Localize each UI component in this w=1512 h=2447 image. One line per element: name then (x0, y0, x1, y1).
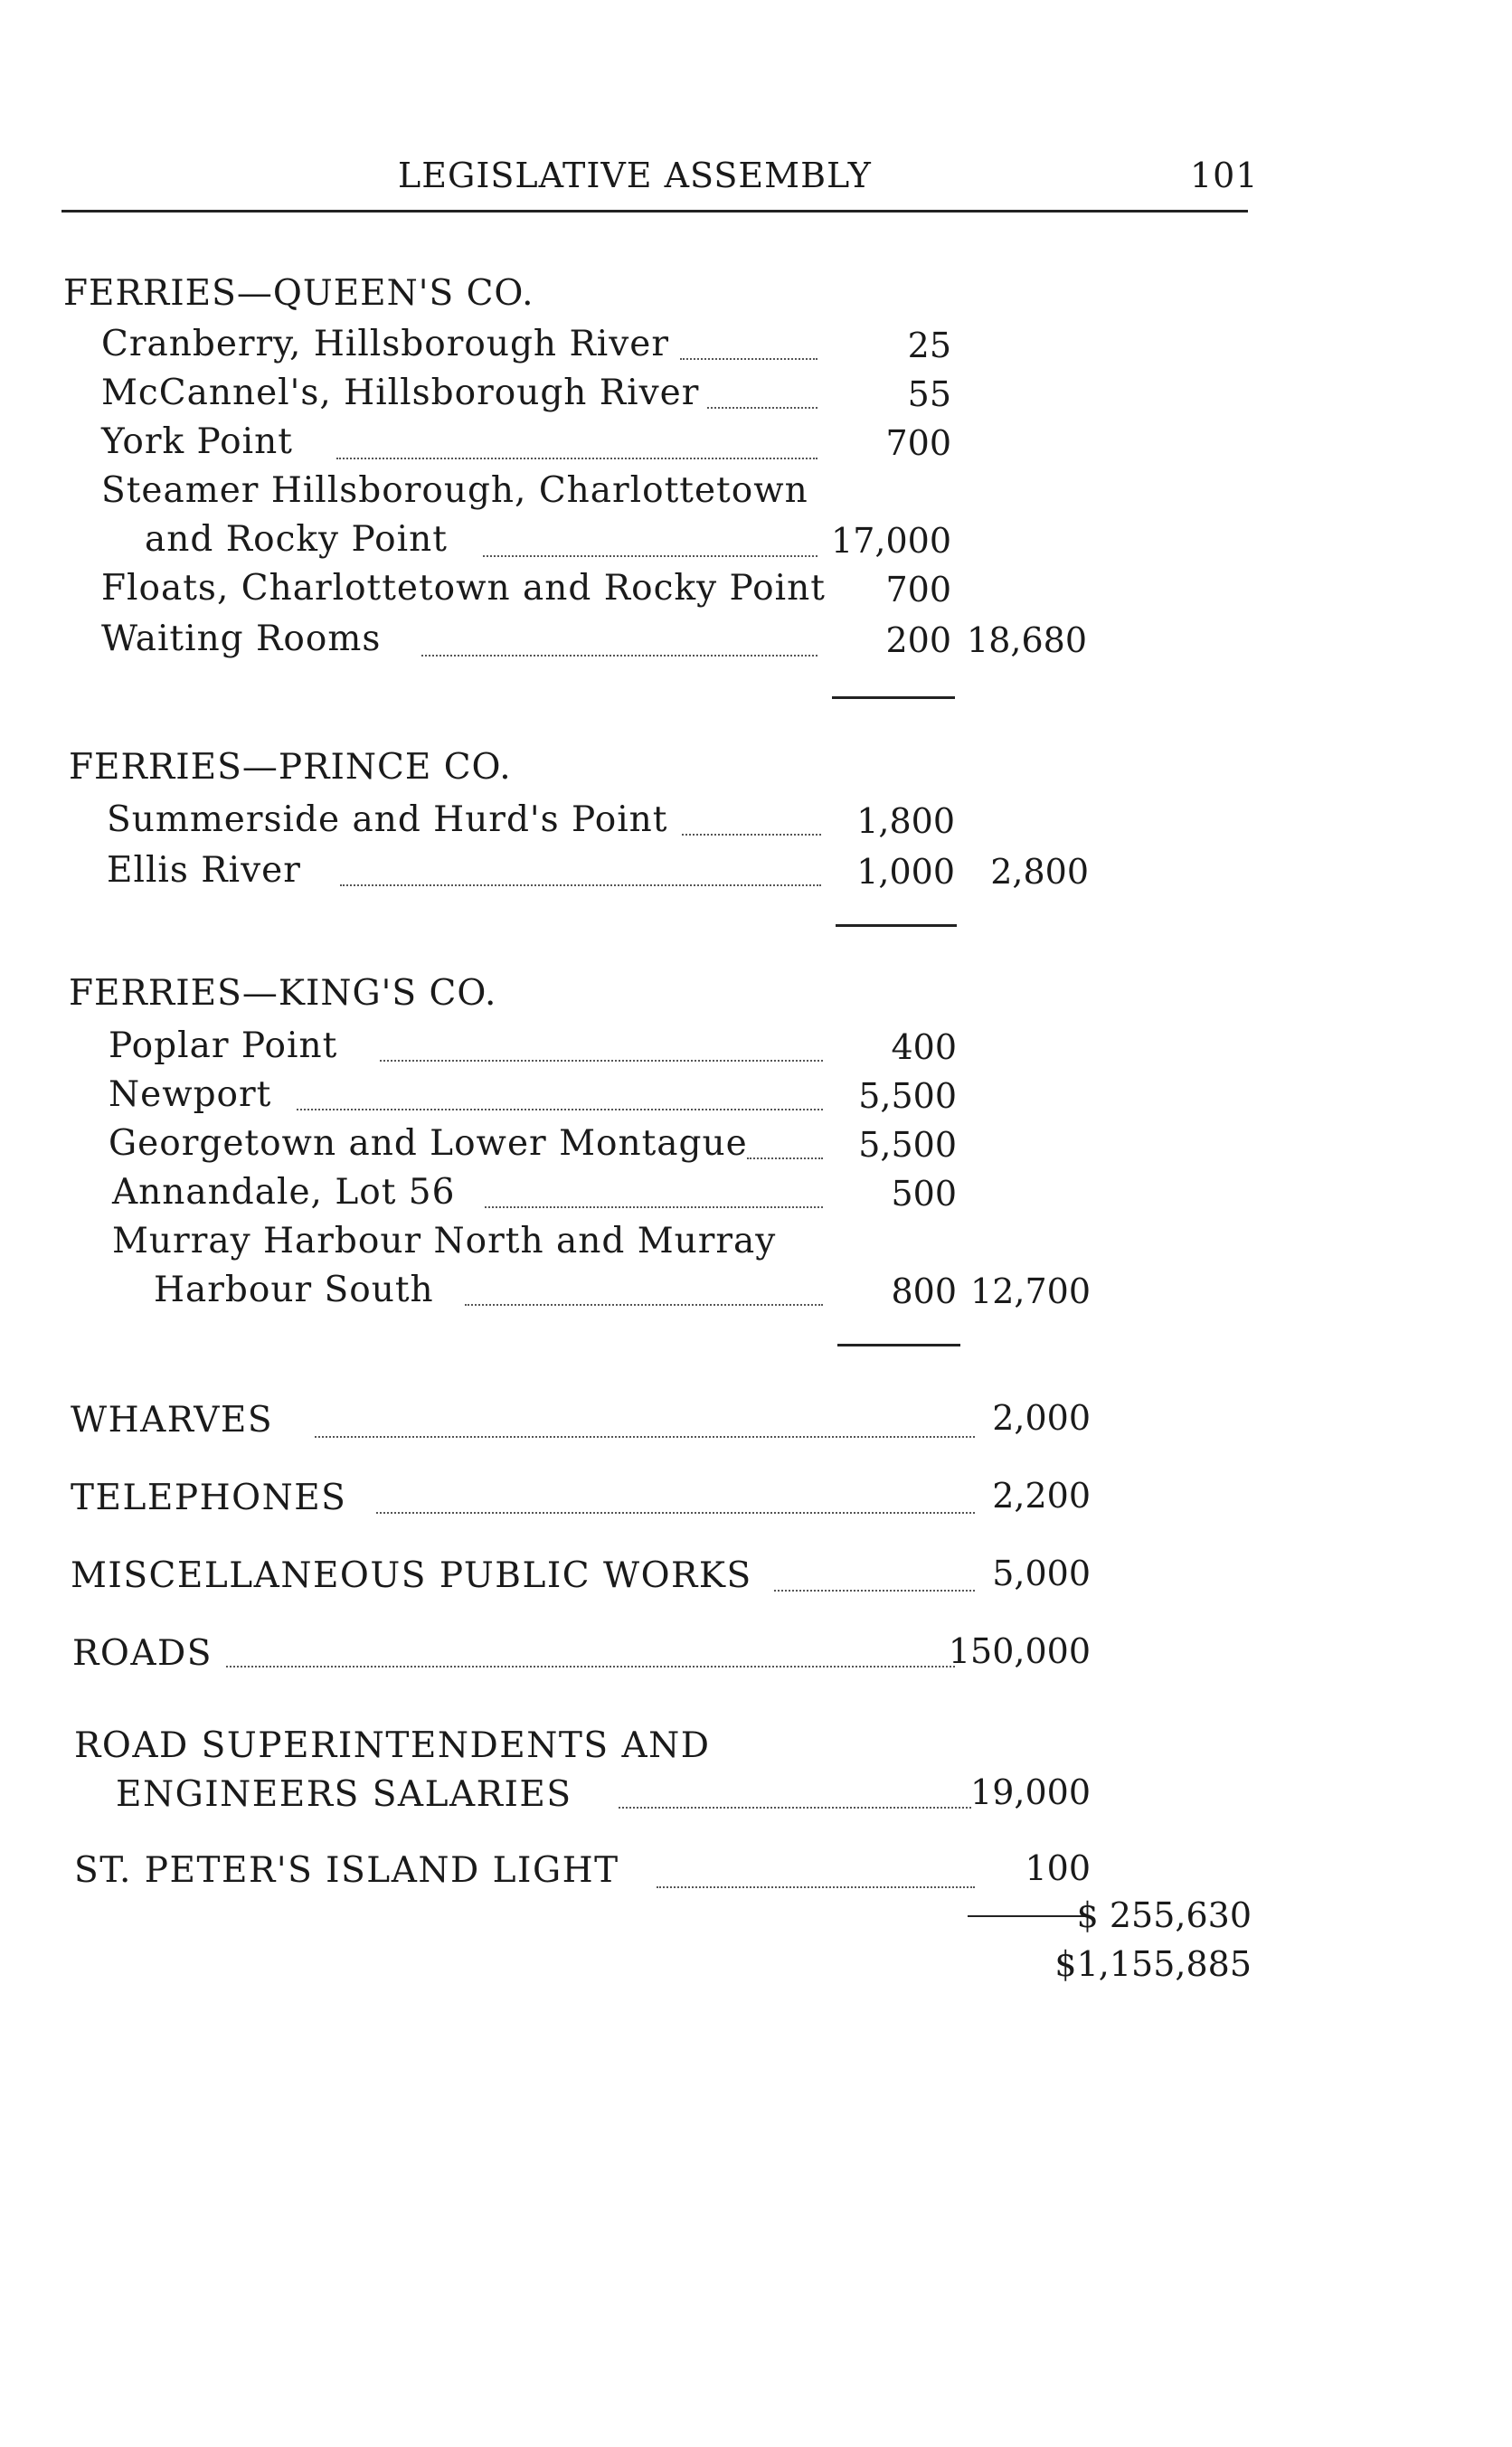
list-item-label: ROADS (72, 1633, 213, 1674)
leader-dots (485, 1206, 823, 1208)
list-item-amount: 700 (885, 570, 951, 609)
list-item-label: WHARVES (71, 1400, 274, 1441)
list-item-label: ROAD SUPERINTENDENTS AND (74, 1725, 711, 1766)
list-item-label: Cranberry, Hillsborough River (101, 324, 670, 364)
list-item-label: MISCELLANEOUS PUBLIC WORKS (71, 1555, 752, 1596)
list-item-amount: 25 (907, 326, 951, 365)
list-item-amount: 2,200 (992, 1476, 1091, 1516)
list-item-label: TELEPHONES (71, 1478, 347, 1518)
running-head: LEGISLATIVE ASSEMBLY (398, 156, 872, 195)
list-item-label-continued: Harbour South (154, 1270, 434, 1310)
leader-dots (380, 1060, 823, 1062)
leader-dots (682, 834, 821, 836)
leader-dots (226, 1666, 955, 1668)
list-item-amount: 500 (891, 1174, 957, 1214)
total-rule (836, 924, 957, 927)
total-rule (837, 1344, 960, 1346)
list-item-amount: 400 (891, 1027, 957, 1067)
leader-dots (657, 1886, 975, 1888)
leader-dots (340, 884, 821, 886)
list-item-amount: 700 (885, 423, 951, 463)
leader-dots (336, 458, 817, 459)
subtotal-amount: $ 255,630 (1076, 1895, 1252, 1935)
section-total: 18,680 (967, 620, 1087, 660)
list-item-amount: 200 (885, 620, 951, 660)
list-item-label-continued: and Rocky Point (145, 519, 448, 560)
list-item-label: York Point (101, 421, 293, 462)
list-item-amount: 19,000 (970, 1772, 1091, 1812)
header-rule (61, 210, 1248, 213)
list-item-label-continued: ENGINEERS SALARIES (116, 1774, 572, 1815)
list-item-amount: 150,000 (948, 1631, 1091, 1671)
list-item-label: Ellis River (107, 850, 301, 891)
section-heading-queens: FERRIES—QUEEN'S CO. (63, 273, 534, 314)
list-item-amount: 17,000 (831, 521, 951, 561)
leader-dots (483, 555, 817, 557)
leader-dots (707, 407, 817, 409)
leader-dots (680, 358, 817, 360)
list-item-amount: 5,000 (992, 1554, 1091, 1593)
section-heading-prince: FERRIES—PRINCE CO. (69, 747, 512, 788)
list-item-label: Summerside and Hurd's Point (107, 799, 668, 840)
list-item-label: Poplar Point (109, 1025, 338, 1066)
section-heading-kings: FERRIES—KING'S CO. (69, 973, 497, 1014)
list-item-label: ST. PETER'S ISLAND LIGHT (74, 1850, 619, 1891)
list-item-label: Floats, Charlottetown and Rocky Point (101, 568, 826, 609)
section-total: 12,700 (970, 1271, 1091, 1311)
leader-dots (297, 1109, 823, 1110)
leader-dots (619, 1807, 971, 1809)
list-item-label: Newport (109, 1074, 272, 1115)
list-item-label: Waiting Rooms (101, 619, 382, 659)
page-number: 101 (1190, 156, 1259, 195)
list-item-amount: 5,500 (858, 1125, 957, 1165)
leader-dots (465, 1304, 823, 1306)
subtotal-dash (968, 1915, 1091, 1917)
leader-dots (774, 1590, 975, 1592)
total-rule (832, 696, 955, 699)
list-item-label: McCannel's, Hillsborough River (101, 373, 700, 413)
leader-dots (747, 1157, 823, 1159)
section-total: 2,800 (990, 852, 1089, 892)
list-item-amount: 100 (1025, 1848, 1091, 1888)
leader-dots (376, 1512, 975, 1514)
list-item-label: Annandale, Lot 56 (112, 1172, 456, 1213)
list-item-amount: 800 (891, 1271, 957, 1311)
list-item-amount: 1,800 (856, 801, 955, 841)
list-item-amount: 55 (907, 374, 951, 414)
list-item-label: Georgetown and Lower Montague (109, 1123, 748, 1164)
leader-dots (421, 655, 817, 657)
list-item-amount: 5,500 (858, 1076, 957, 1116)
leader-dots (315, 1436, 975, 1438)
list-item-label: Murray Harbour North and Murray (112, 1221, 777, 1261)
grand-total-amount: $1,155,885 (1054, 1944, 1252, 1984)
list-item-label: Steamer Hillsborough, Charlottetown (101, 470, 808, 511)
list-item-amount: 1,000 (856, 852, 955, 892)
list-item-amount: 2,000 (992, 1398, 1091, 1438)
